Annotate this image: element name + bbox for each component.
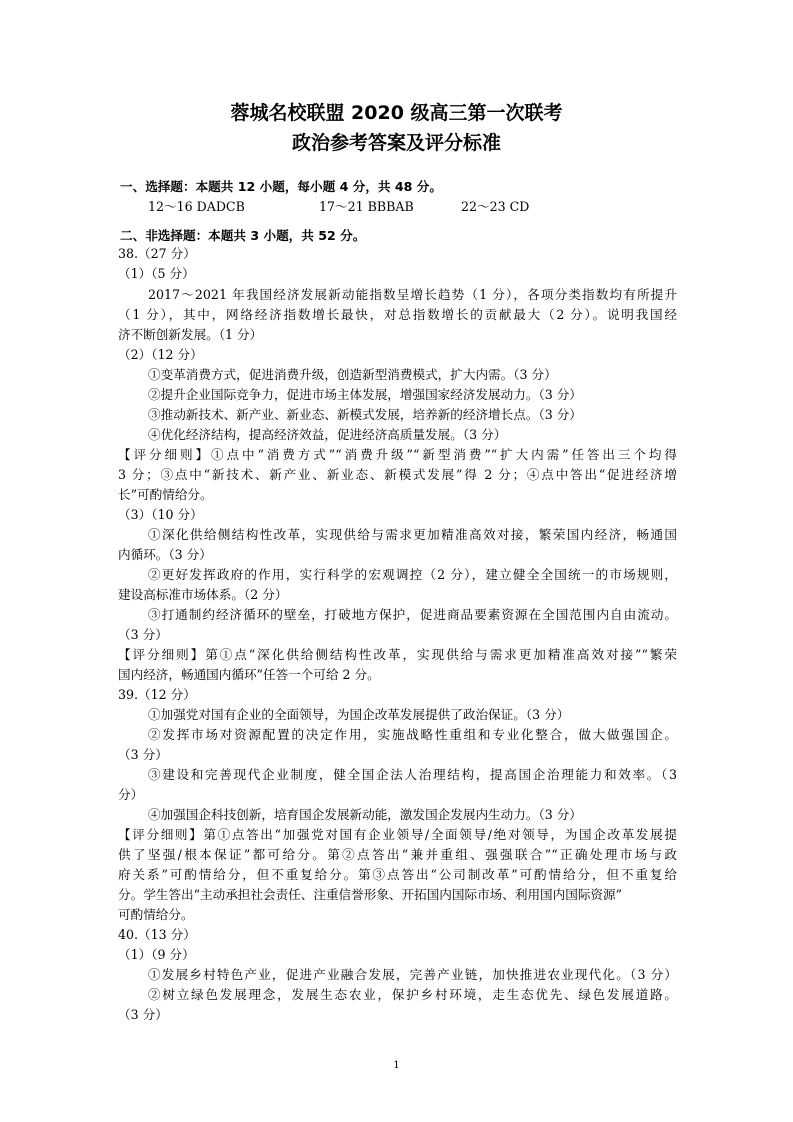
answer-point: （3 分） [118, 747, 168, 762]
answer-line: （1 分），其中，网络经济指数增长最快，对总指数增长的贡献最大（2 分）。说明我国经 [118, 307, 677, 322]
page-number: 1 [393, 1060, 400, 1071]
q38-part3-heading: （3）（10 分） [118, 507, 203, 522]
q38-part1-heading: （1）（5 分） [118, 266, 195, 281]
grading-note: 分。学生答出“主动承担社会责任、注重信誉形象、开拓国内国际市场、利用国内国际资源” [118, 887, 623, 902]
answer-point: ③建设和完善现代企业制度，健全国企法人治理结构，提高国企治理能力和效率。（3 [148, 767, 677, 782]
answer-point: ①加强党对国有企业的全面领导，为国企改革发展提供了政治保证。（3 分） [148, 707, 570, 722]
answer-point: ④加强国企科技创新，培育国企发展新动能，激发国企发展内生动力。（3 分） [148, 807, 582, 822]
section1-heading: 一、选择题：本题共 12 小题，每小题 4 分，共 48 分。 [120, 179, 442, 194]
answer-point: ②发挥市场对资源配置的决定作用，实施战略性重组和专业化整合，做大做强国企。 [148, 727, 677, 742]
grading-note: 3 分；③点中“新技术、新产业、新业态、新模式发展”得 2 分；④点中答出“促进经济增 [118, 467, 677, 482]
q38-heading: 38.（27 分） [118, 246, 196, 261]
grading-note: 【评分细则】第①点“深化供给侧结构性改革，实现供给与需求更加精准高效对接”“繁荣 [118, 647, 677, 662]
answer-point: ②提升企业国际竞争力，促进市场主体发展，增强国家经济发展动力。（3 分） [148, 387, 582, 402]
grading-note: 国内经济，畅通国内循环”任答一个可给 2 分。 [118, 667, 380, 682]
q39-heading: 39.（12 分） [118, 687, 196, 702]
answer-line: 2017～2021 年我国经济发展新动能指数呈增长趋势（1 分），各项分类指数均有所提升 [148, 287, 677, 302]
answer-point: （3 分） [118, 1007, 168, 1022]
page-title: 蓉城名校联盟 2020 级高三第一次联考 [230, 102, 563, 124]
choice-answers-3: 22～23 CD [461, 199, 530, 214]
section2-heading: 二、非选择题：本题共 3 小题，共 52 分。 [120, 228, 366, 243]
grading-note: 供了坚强/根本保证”都可给分。第②点答出“兼并重组、强强联合”“正确处理市场与政 [118, 847, 677, 862]
answer-point: ②更好发挥政府的作用，实行科学的宏观调控（2 分），建立健全全国统一的市场规则， [148, 567, 677, 582]
answer-point: 建设高标准市场体系。（2 分） [118, 587, 288, 602]
q40-part1-heading: （1）（9 分） [118, 947, 195, 962]
grading-note: 可酌情给分。 [118, 907, 194, 922]
answer-point: ①发展乡村特色产业，促进产业融合发展，完善产业链，加快推进农业现代化。（3 分） [148, 967, 677, 982]
grading-note: 【评分细则】第①点答出“加强党对国有企业领导/全面领导/绝对领导，为国企改革发展提 [118, 827, 677, 842]
answer-line: 济不断创新发展。（1 分） [118, 327, 263, 342]
answer-point: ④优化经济结构，提高经济效益，促进经济高质量发展。（3 分） [148, 427, 507, 442]
answer-point: ③打通制约经济循环的壁垒，打破地方保护，促进商品要素资源在全国范围内自由流动。 [148, 607, 677, 622]
grading-note: 府关系”可酌情给分，但不重复给分。第③点答出“公司制改革”可酌情给分，但不重复给 [118, 867, 677, 882]
answer-point: ②树立绿色发展理念，发展生态农业，保护乡村环境，走生态优先、绿色发展道路。 [148, 987, 677, 1002]
answer-point: 分） [118, 787, 144, 802]
q40-heading: 40.（13 分） [118, 927, 196, 942]
answer-point: ①深化供给侧结构性改革，实现供给与需求更加精准高效对接，繁荣国内经济，畅通国 [148, 527, 677, 542]
q38-part2-heading: （2）（12 分） [118, 347, 203, 362]
answer-point: ①变革消费方式，促进消费升级，创造新型消费模式，扩大内需。（3 分） [148, 367, 557, 382]
answer-point: ③推动新技术、新产业、新业态、新模式发展，培养新的经济增长点。（3 分） [148, 407, 582, 422]
grading-note: 长”可酌情给分。 [118, 487, 213, 502]
choice-answers-1: 12～16 DADCB [148, 199, 245, 214]
answer-point: 内循环。（3 分） [118, 547, 212, 562]
answer-point: （3 分） [118, 627, 168, 642]
grading-note: 【评分细则】①点中“消费方式”“消费升级”“新型消费”“扩大内需”任答出三个均得 [118, 447, 677, 462]
page-subtitle: 政治参考答案及评分标准 [291, 132, 501, 154]
choice-answers-2: 17～21 BBBAB [319, 199, 414, 214]
